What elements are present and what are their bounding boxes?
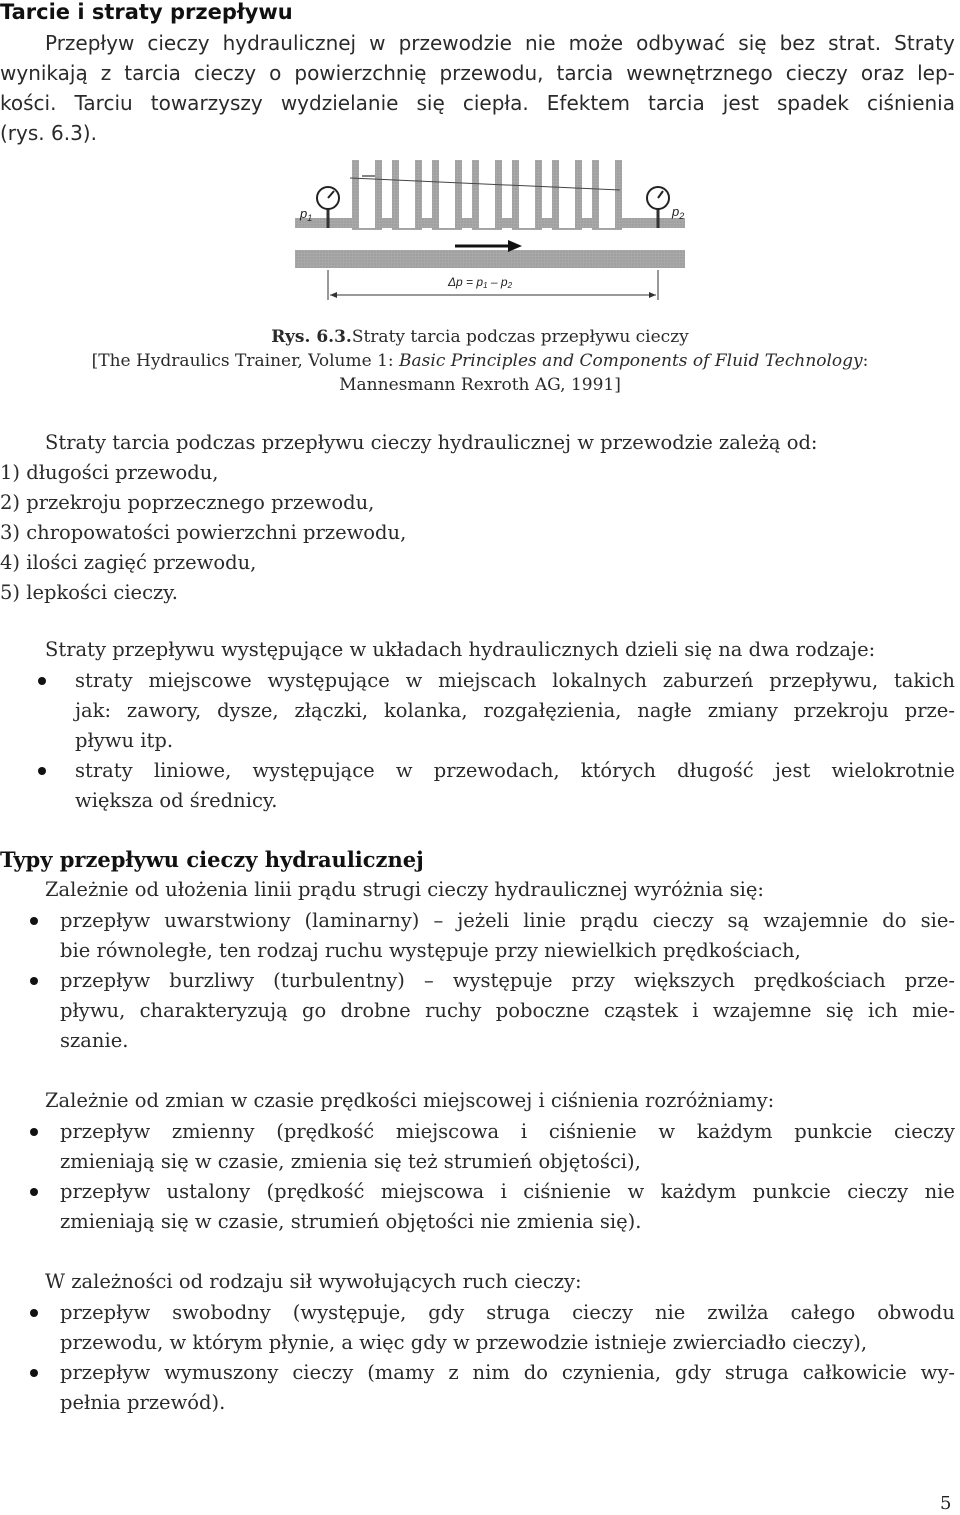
flow-unsteady: [60, 1117, 955, 1177]
list-item: 3) chropowatości powierzchni przewodu,: [0, 521, 407, 544]
bullet-icon: [30, 1309, 38, 1317]
list-item-line: przewodu, w którym płynie, a więc gdy w przewodzie istnieje zwierciadło cieczy),: [60, 1331, 868, 1354]
pressure-drop-formula: Δp = p1 – p2: [448, 275, 513, 290]
intro-line-4: (rys. 6.3).: [0, 121, 97, 145]
losses-intro: Straty przepływu występujące w układach hydraulicznych dzieli się na dwa rodzaje:: [45, 638, 876, 661]
figure-caption: [0, 325, 960, 349]
intro-paragraph: [0, 28, 955, 148]
intro-line-2: wynikają z tarcia cieczy o powierzchnię przewodu, tarcia wewnętrznego cieczy oraz lep-: [0, 61, 955, 85]
list-item-line: większa od średnicy.: [75, 789, 278, 812]
list-item-line: pływu, charakteryzują go drobne ruchy poboczne cząstek i wzajemne się ich mie-: [60, 999, 955, 1022]
list-item-line: pływu itp.: [75, 729, 174, 752]
page-number: 5: [940, 1493, 952, 1514]
figure-source-line-2: Mannesmann Rexroth AG, 1991]: [339, 375, 621, 395]
list-item-line: straty miejscowe występujące w miejscach lokalnych zaburzeń przepływu, takich: [75, 669, 955, 692]
flow-free: [60, 1298, 955, 1358]
bullet-icon: [38, 677, 46, 685]
pipe-friction-figure: [290, 158, 690, 303]
list-item-line: pełnia przewód).: [60, 1391, 226, 1414]
list-item-line: przepływ wymuszony cieczy (mamy z nim do czynienia, gdy struga całkowicie wy-: [60, 1361, 955, 1384]
list-item-line: przepływ swobodny (występuje, gdy struga cieczy nie zwilża całego obwodu: [60, 1301, 955, 1324]
losses-item-local: [75, 666, 955, 756]
flow-laminar: [60, 906, 955, 966]
source-prefix: [The Hydraulics Trainer, Volume 1:: [91, 351, 400, 371]
types-intro-2: Zależnie od zmian w czasie prędkości miejscowej i ciśnienia rozróżniamy:: [45, 1089, 775, 1112]
label-p1: $p_1$: [300, 206, 313, 223]
section-title-flow-types: Typy przepływu cieczy hydraulicznej: [0, 847, 424, 872]
flow-steady: [60, 1177, 955, 1237]
list-item-line: przepływ ustalony (prędkość miejscowa i ciśnienie w każdym punkcie cieczy nie: [60, 1180, 955, 1203]
section-title-friction: Tarcie i straty przepływu: [0, 0, 293, 24]
list-item: 1) długości przewodu,: [0, 461, 219, 484]
label-p2: $p_2$: [672, 204, 685, 221]
factors-list: [0, 458, 406, 608]
source-title: Basic Principles and Components of Fluid Technology: [399, 351, 863, 371]
bullet-icon: [30, 1188, 38, 1196]
list-item-line: przepływ uwarstwiony (laminarny) – jeżeli linie prądu cieczy są wzajemnie do sie-: [60, 909, 955, 932]
list-item-line: szanie.: [60, 1029, 129, 1052]
list-item-line: zmieniają się w czasie, strumień objętości nie zmienia się).: [60, 1210, 642, 1233]
list-item: 2) przekroju poprzecznego przewodu,: [0, 491, 375, 514]
types-intro-3: W zależności od rodzaju sił wywołujących ruch cieczy:: [45, 1270, 582, 1293]
list-item: 4) ilości zagięć przewodu,: [0, 551, 257, 574]
types-intro-1: Zależnie od ułożenia linii prądu strugi cieczy hydraulicznej wyróżnia się:: [45, 878, 764, 901]
flow-forced: [60, 1358, 955, 1418]
flow-turbulent: [60, 966, 955, 1056]
bullet-icon: [30, 1369, 38, 1377]
bullet-icon: [30, 917, 38, 925]
list-item-line: zmieniają się w czasie, zmienia się też strumień objętości),: [60, 1150, 641, 1173]
list-item-line: jak: zawory, dysze, złączki, kolanka, rozgałęzienia, nagłe zmiany przekroju prze-: [75, 699, 955, 722]
list-item-line: bie równoległe, ten rodzaj ruchu występuje przy niewielkich prędkościach,: [60, 939, 801, 962]
list-item-line: straty liniowe, występujące w przewodach, których długość jest wielokrotnie: [75, 759, 955, 782]
bullet-icon: [30, 1128, 38, 1136]
figure-source-line-1: [0, 349, 960, 373]
figure-caption-text: Straty tarcia podczas przepływu cieczy: [351, 327, 689, 347]
intro-line-1: Przepływ cieczy hydraulicznej w przewodzie nie może odbywać się bez strat. Straty: [45, 31, 955, 55]
source-colon: :: [862, 351, 869, 371]
factors-intro: Straty tarcia podczas przepływu cieczy hydraulicznej w przewodzie zależą od:: [45, 431, 818, 454]
losses-item-linear: [75, 756, 955, 816]
figure-caption-label: Rys. 6.3.: [271, 327, 352, 347]
list-item-line: przepływ burzliwy (turbulentny) – występuje przy większych prędkościach prze-: [60, 969, 955, 992]
list-item: 5) lepkości cieczy.: [0, 581, 178, 604]
bullet-icon: [38, 767, 46, 775]
list-item-line: przepływ zmienny (prędkość miejscowa i ciśnienie w każdym punkcie cieczy: [60, 1120, 955, 1143]
intro-line-3: kości. Tarciu towarzyszy wydzielanie się ciepła. Efektem tarcia jest spadek ciśnienia: [0, 91, 955, 115]
bullet-icon: [30, 977, 38, 985]
